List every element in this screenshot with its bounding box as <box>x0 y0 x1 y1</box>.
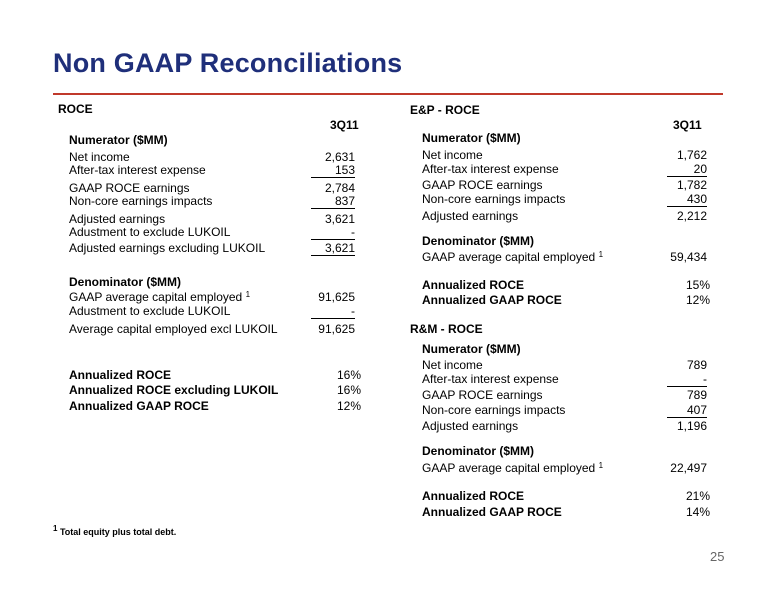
row-label: GAAP average capital employed $^1$ <box>422 461 604 475</box>
ep-row-interest <box>422 162 712 176</box>
roce-row-gaap-earnings <box>69 181 369 195</box>
rm-heading: R&M - ROCE <box>410 322 483 336</box>
row-value: 2,212 <box>676 209 707 223</box>
rm-row-annualized-gaap <box>422 505 712 519</box>
row-value: 20 <box>667 162 707 177</box>
row-label: Annualized GAAP ROCE <box>422 293 562 307</box>
footnote-text: Total equity plus total debt. <box>59 527 177 537</box>
rm-row-adjusted <box>422 419 712 433</box>
row-label: Net income <box>422 148 483 162</box>
row-value: 153 <box>311 163 355 178</box>
row-value: 16% <box>336 383 361 397</box>
row-label: Annualized ROCE excluding LUKOIL <box>69 383 279 397</box>
roce-row-capital <box>69 290 369 304</box>
roce-heading: ROCE <box>58 102 93 116</box>
row-value: 91,625 <box>318 290 355 304</box>
rm-numerator-heading: Numerator ($MM) <box>422 342 521 356</box>
rm-row-net-income <box>422 358 712 372</box>
footnote-number: 1 <box>53 524 58 533</box>
ep-row-noncore <box>422 192 712 206</box>
row-label: Annualized ROCE <box>422 489 525 503</box>
ep-row-adjusted <box>422 209 712 223</box>
roce-row-annualized <box>69 368 369 382</box>
ep-numerator-heading: Numerator ($MM) <box>422 131 521 145</box>
roce-row-annualized-gaap <box>69 399 369 413</box>
title-divider <box>53 93 723 95</box>
roce-row-lukoil-adj <box>69 225 369 239</box>
page-title: Non GAAP Reconciliations <box>53 48 403 78</box>
roce-row-adjusted <box>69 212 369 226</box>
row-value: - <box>311 225 355 240</box>
footnote <box>53 524 177 537</box>
page-number: 25 <box>710 549 725 564</box>
rm-denominator-heading: Denominator ($MM) <box>422 444 534 458</box>
row-label: After-tax interest expense <box>422 372 559 386</box>
row-label: Adustment to exclude LUKOIL <box>69 304 231 318</box>
row-label: Non-core earnings impacts <box>69 194 213 208</box>
ep-row-annualized-gaap <box>422 293 712 307</box>
row-value: - <box>667 372 707 387</box>
row-label: Annualized GAAP ROCE <box>422 505 562 519</box>
footnote-marker: 1 <box>598 461 604 470</box>
roce-denominator-heading: Denominator ($MM) <box>69 275 181 289</box>
roce-row-noncore <box>69 194 369 208</box>
roce-row-annualized-excl <box>69 383 369 397</box>
footnote-marker: 1 <box>245 290 251 299</box>
row-value: 91,625 <box>318 322 355 336</box>
row-value: 3,621 <box>324 212 355 226</box>
row-value: 1,762 <box>676 148 707 162</box>
row-value: 22,497 <box>670 461 707 475</box>
ep-row-annualized <box>422 278 712 292</box>
footnote-marker: 1 <box>598 250 604 259</box>
row-label: GAAP ROCE earnings <box>422 178 543 192</box>
ep-column-header: 3Q11 <box>673 118 702 132</box>
row-label: Adjusted earnings <box>422 209 519 223</box>
roce-numerator-heading: Numerator ($MM) <box>69 133 168 147</box>
row-label: Adjusted earnings excluding LUKOIL <box>69 241 266 255</box>
row-value: 59,434 <box>670 250 707 264</box>
roce-row-capital-excl <box>69 322 369 336</box>
row-value: 21% <box>685 489 710 503</box>
row-label: Average capital employed excl LUKOIL <box>69 322 278 336</box>
roce-row-adjusted-excl <box>69 241 369 255</box>
roce-column-header: 3Q11 <box>330 118 359 132</box>
row-value: 1,782 <box>676 178 707 192</box>
rm-row-capital <box>422 461 712 475</box>
row-value: - <box>311 304 355 319</box>
row-value: 789 <box>686 388 707 402</box>
row-label: Non-core earnings impacts <box>422 403 566 417</box>
roce-row-net-income <box>69 150 369 164</box>
row-value: 407 <box>667 403 707 418</box>
row-label: Adustment to exclude LUKOIL <box>69 225 231 239</box>
rm-row-interest <box>422 372 712 386</box>
ep-heading: E&P - ROCE <box>410 103 480 117</box>
row-value: 16% <box>336 368 361 382</box>
row-value: 789 <box>686 358 707 372</box>
row-value: 3,621 <box>311 241 355 256</box>
row-value: 12% <box>685 293 710 307</box>
ep-row-capital <box>422 250 712 264</box>
row-label: Annualized ROCE <box>69 368 172 382</box>
row-value: 14% <box>685 505 710 519</box>
row-label: After-tax interest expense <box>422 162 559 176</box>
row-value: 15% <box>685 278 710 292</box>
row-label: GAAP ROCE earnings <box>422 388 543 402</box>
row-value: 1,196 <box>676 419 707 433</box>
row-label: GAAP average capital employed $^1$ <box>422 250 604 264</box>
row-label: Net income <box>422 358 483 372</box>
row-label: Annualized ROCE <box>422 278 525 292</box>
row-value: 2,631 <box>324 150 355 164</box>
row-label: Adjusted earnings <box>69 212 166 226</box>
rm-row-noncore <box>422 403 712 417</box>
ep-row-gaap-earnings <box>422 178 712 192</box>
row-label: GAAP average capital employed $^1$ <box>69 290 251 304</box>
row-value: 837 <box>311 194 355 209</box>
row-label: Non-core earnings impacts <box>422 192 566 206</box>
ep-denominator-heading: Denominator ($MM) <box>422 234 534 248</box>
row-label: After-tax interest expense <box>69 163 206 177</box>
roce-row-interest <box>69 163 369 177</box>
row-label: GAAP ROCE earnings <box>69 181 190 195</box>
ep-row-net-income <box>422 148 712 162</box>
row-value: 430 <box>667 192 707 207</box>
row-label: Adjusted earnings <box>422 419 519 433</box>
row-label: Annualized GAAP ROCE <box>69 399 209 413</box>
rm-row-annualized <box>422 489 712 503</box>
rm-row-gaap-earnings <box>422 388 712 402</box>
row-value: 12% <box>336 399 361 413</box>
row-label: Net income <box>69 150 130 164</box>
roce-row-capital-lukoil <box>69 304 369 318</box>
row-value: 2,784 <box>324 181 355 195</box>
